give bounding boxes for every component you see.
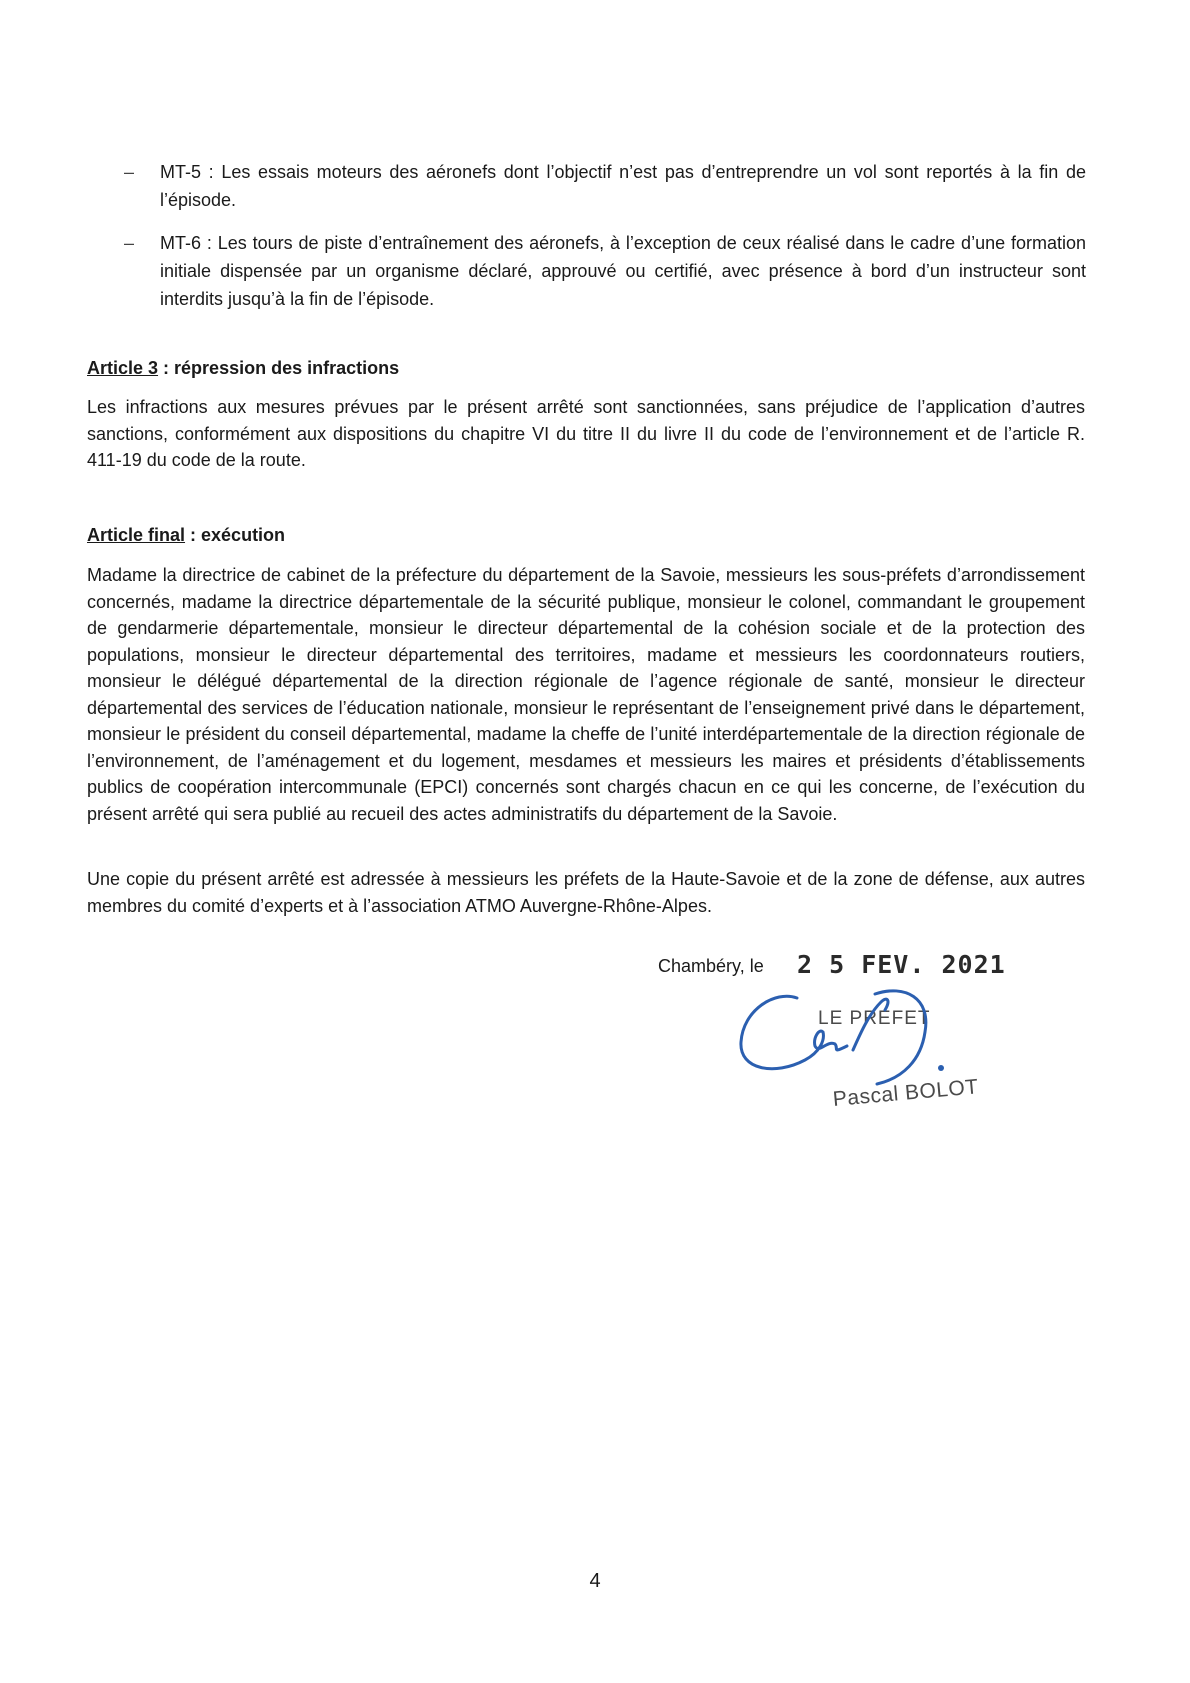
article-final-body: Madame la directrice de cabinet de la préfecture du département de la Savoie, messieurs les sous-préfets d’arrondissement concernés, madame la directrice départementale de la sécurité publique, monsieur le colonel, commandant le groupement de gendarmerie départementale, monsieur le directeur départemental de la cohésion sociale et de la protection des populations, monsieur le directeur départemental des territoires, madame et messieurs les coordonnateurs routiers, monsieur le délégué départemental de la direction régionale de l’agence régionale de santé, monsieur le directeur départemental des services de l’éducation nationale, monsieur le représentant de l’enseignement privé dans le département, monsieur le président du conseil départemental, madame la cheffe de l’unité interdépartementale de la direction régionale de l’environnement, de l’aménagement et du logement, mesdames et messieurs les maires et présidents d’établissements publics de coopération intercommunale (EPCI) concernés sont chargés chacun en ce qui les concerne, de l’exécution du présent arrêté qui sera publié au recueil des actes administratifs du département de la Savoie. — [87, 565, 1085, 824]
handwritten-signature — [735, 980, 975, 1090]
article-3-label: Article 3 — [87, 358, 159, 378]
page-number: 4 — [589, 1570, 601, 1592]
article-final-heading — [87, 522, 285, 548]
prefet-title: LE PREFET — [818, 1008, 931, 1029]
prefet-name: Pascal BOLOT — [831, 1075, 980, 1111]
article-3-body: Les infractions aux mesures prévues par le présent arrêté sont sanctionnées, sans préjudice de l’application d’autres sanctions, conformément aux dispositions du chapitre VI du titre II du livre II du code de l’environnement et de l’article R. 411-19 du code de la route. — [87, 397, 1085, 470]
article-final-title: : exécution — [185, 525, 286, 545]
bullet-dash: – — [124, 162, 135, 182]
signature-place: Chambéry, le — [658, 956, 764, 976]
bullet-text: MT-6 : Les tours de piste d’entraînement des aéronefs, à l’exception de ceux réalisé dans le cadre d’une formation initiale dispensée par un organisme déclaré, approuvé ou certifié, avec présence à bord d’un instructeur sont interdits jusqu’à la fin de l’épisode. — [160, 233, 1086, 309]
article-3-title: : répression des infractions — [158, 358, 400, 378]
article-3-heading — [87, 355, 399, 381]
bullet-dash: – — [124, 233, 135, 253]
article-final-label: Article final — [87, 525, 186, 545]
date-stamp: 2 5 FEV. 2021 — [797, 950, 1006, 979]
article-final-copy-note: Une copie du présent arrêté est adressée à messieurs les préfets de la Haute-Savoie et de la zone de défense, aux autres membres du comité d’experts et à l’association ATMO Auvergne-Rhône-Alpes. — [87, 869, 1085, 916]
bullet-text: MT-5 : Les essais moteurs des aéronefs dont l’objectif n’est pas d’entreprendre un vol sont reportés à la fin de l’épisode. — [160, 162, 1086, 210]
